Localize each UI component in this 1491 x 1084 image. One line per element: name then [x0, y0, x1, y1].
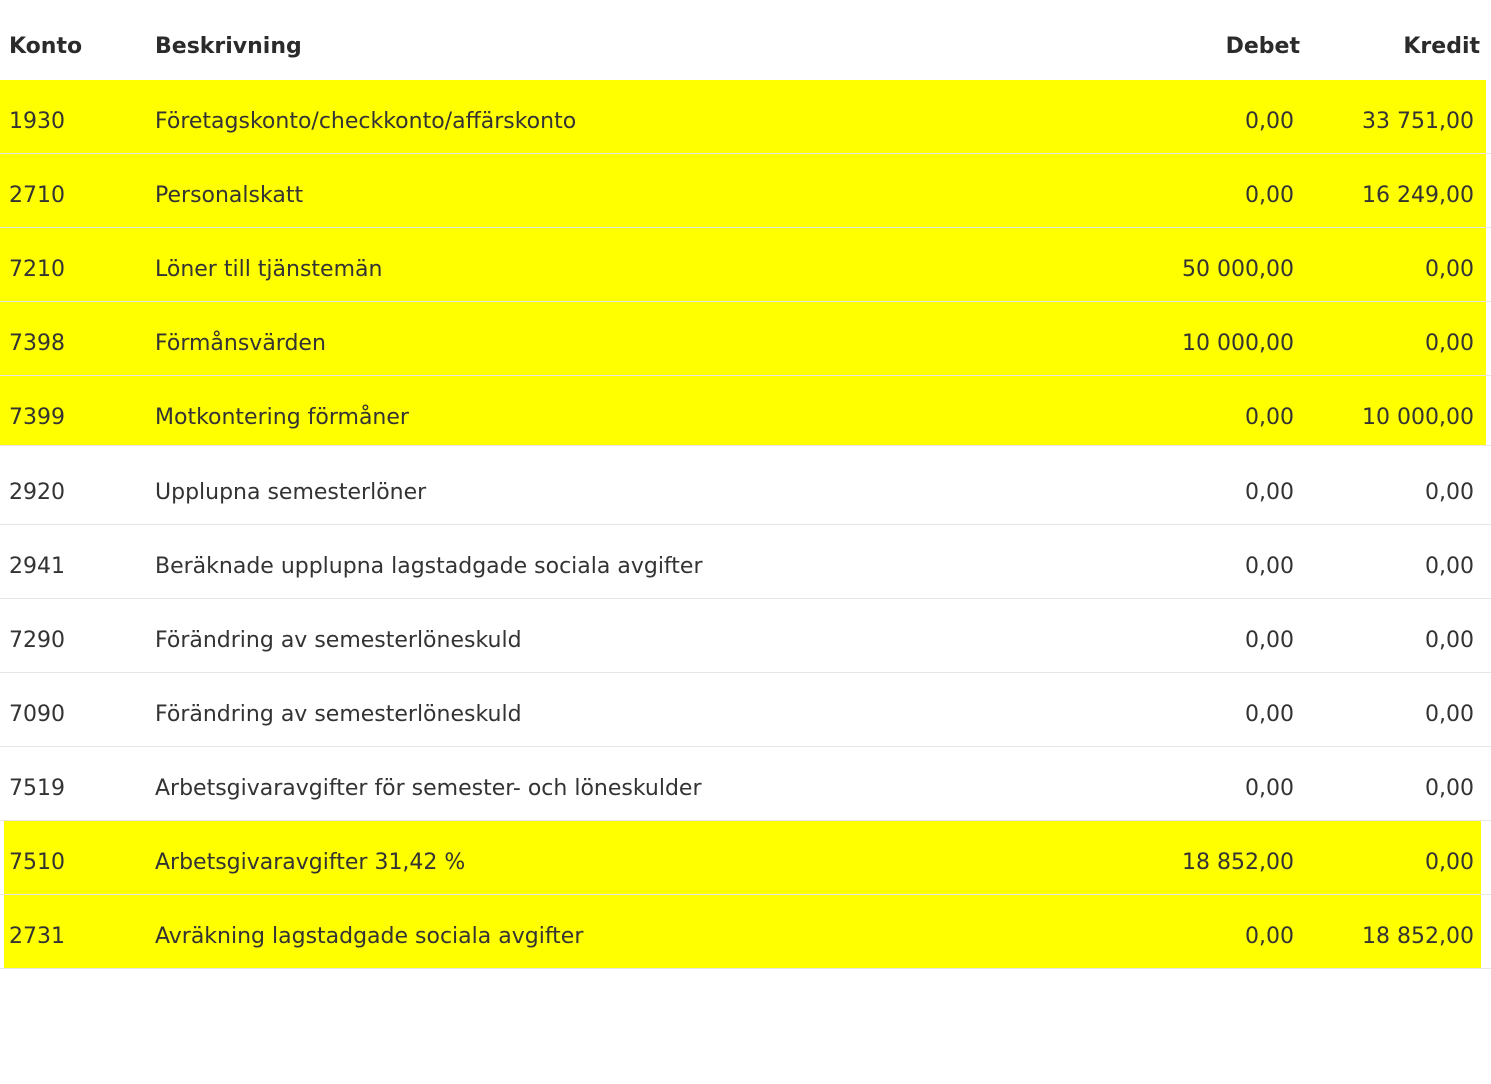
- table-row: [0, 895, 1491, 969]
- table-row: [0, 821, 1491, 895]
- debet-cell: 0,00: [1245, 924, 1294, 949]
- kredit-cell: 18 852,00: [1362, 924, 1474, 949]
- kredit-cell: 0,00: [1425, 554, 1474, 579]
- beskrivning-cell: Upplupna semesterlöner: [155, 480, 427, 505]
- konto-cell: 7090: [9, 702, 65, 727]
- beskrivning-cell: Arbetsgivaravgifter för semester- och löneskulder: [155, 776, 702, 801]
- beskrivning-cell: Avräkning lagstadgade sociala avgifter: [155, 924, 584, 949]
- debet-cell: 10 000,00: [1182, 331, 1294, 356]
- debet-cell: 0,00: [1245, 109, 1294, 134]
- debet-cell: 0,00: [1245, 480, 1294, 505]
- konto-cell: 7290: [9, 628, 65, 653]
- table-row: [0, 376, 1491, 446]
- table-row: [0, 228, 1491, 302]
- column-header-beskrivning: Beskrivning: [155, 34, 302, 59]
- debet-cell: 0,00: [1245, 405, 1294, 430]
- table-row: [0, 80, 1491, 154]
- debet-cell: 0,00: [1245, 628, 1294, 653]
- beskrivning-cell: Arbetsgivaravgifter 31,42 %: [155, 850, 466, 875]
- konto-cell: 7398: [9, 331, 65, 356]
- kredit-cell: 0,00: [1425, 480, 1474, 505]
- konto-cell: 2941: [9, 554, 65, 579]
- kredit-cell: 0,00: [1425, 257, 1474, 282]
- beskrivning-cell: Företagskonto/checkkonto/affärskonto: [155, 109, 577, 134]
- debet-cell: 0,00: [1245, 702, 1294, 727]
- konto-cell: 2920: [9, 480, 65, 505]
- table-row: [0, 673, 1491, 747]
- kredit-cell: 0,00: [1425, 850, 1474, 875]
- konto-cell: 7519: [9, 776, 65, 801]
- beskrivning-cell: Beräknade upplupna lagstadgade sociala avgifter: [155, 554, 703, 579]
- kredit-cell: 33 751,00: [1362, 109, 1474, 134]
- debet-cell: 50 000,00: [1182, 257, 1294, 282]
- konto-cell: 1930: [9, 109, 65, 134]
- kredit-cell: 0,00: [1425, 776, 1474, 801]
- debet-cell: 0,00: [1245, 776, 1294, 801]
- beskrivning-cell: Förändring av semesterlöneskuld: [155, 702, 522, 727]
- kredit-cell: 0,00: [1425, 331, 1474, 356]
- konto-cell: 7399: [9, 405, 65, 430]
- column-header-konto: Konto: [9, 34, 83, 59]
- beskrivning-cell: Förmånsvärden: [155, 331, 326, 356]
- column-header-kredit: Kredit: [1403, 34, 1480, 59]
- kredit-cell: 0,00: [1425, 628, 1474, 653]
- column-header-debet: Debet: [1225, 34, 1300, 59]
- table-row: [0, 154, 1491, 228]
- konto-cell: 2710: [9, 183, 65, 208]
- kredit-cell: 16 249,00: [1362, 183, 1474, 208]
- konto-cell: 7510: [9, 850, 65, 875]
- table-row: [0, 747, 1491, 821]
- table-row: [0, 302, 1491, 376]
- beskrivning-cell: Löner till tjänstemän: [155, 257, 383, 282]
- beskrivning-cell: Förändring av semesterlöneskuld: [155, 628, 522, 653]
- beskrivning-cell: Motkontering förmåner: [155, 405, 409, 430]
- konto-cell: 7210: [9, 257, 65, 282]
- debet-cell: 0,00: [1245, 554, 1294, 579]
- konto-cell: 2731: [9, 924, 65, 949]
- table-row: [0, 525, 1491, 599]
- beskrivning-cell: Personalskatt: [155, 183, 304, 208]
- table-row: [0, 451, 1491, 525]
- table-header: [0, 0, 1491, 80]
- table-row: [0, 599, 1491, 673]
- kredit-cell: 0,00: [1425, 702, 1474, 727]
- debet-cell: 0,00: [1245, 183, 1294, 208]
- kredit-cell: 10 000,00: [1362, 405, 1474, 430]
- debet-cell: 18 852,00: [1182, 850, 1294, 875]
